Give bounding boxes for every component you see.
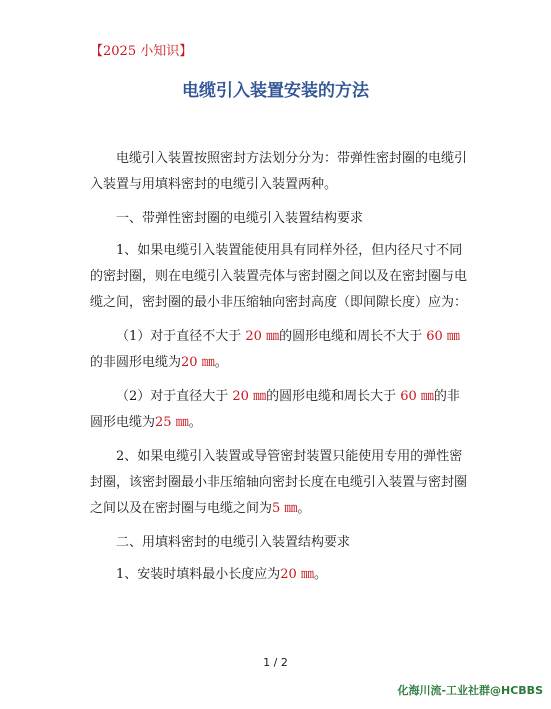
item-2-text-c: 的圆形电缆和周长大于: [266, 389, 401, 404]
paragraph-item-2: [90, 384, 470, 436]
page-number: 1 / 2: [263, 656, 288, 669]
filler-text-c: 。: [313, 567, 327, 582]
item-2-value-b: 20 ㎜: [232, 389, 267, 404]
paragraph-item-1: [90, 324, 470, 376]
paragraph-requirement-2: [90, 444, 470, 522]
item-2-text-e: 的非圆形电缆为: [90, 389, 460, 430]
item-1-text-c: 的圆形电缆和周长不大于: [279, 329, 427, 344]
document-body: [90, 146, 470, 596]
watermark: 化海川流-工业社群@HCBBS: [397, 684, 543, 697]
section-heading-1: 一、带弹性密封圈的电缆引入装置结构要求: [116, 211, 364, 226]
page-title: 电缆引入装置安装的方法: [182, 81, 369, 101]
req-2-text-a: 2、如果电缆引入装置或导管密封装置只能使用专用的弹性密封圈，该密封圈最小非压缩轴向密封长度在电缆引入装置与密封圈之间以及在密封圈与电缆之间为: [90, 449, 468, 516]
header-tag: 【2025 小知识】: [90, 44, 193, 59]
paragraph-intro: 电缆引入装置按照密封方法划分分为：带弹性密封圈的电缆引入装置与用填料密封的电缆引入装置两种。: [90, 151, 468, 192]
item-1-text-e: 的非圆形电缆为: [90, 355, 182, 370]
item-1-text-a: （1）对于直径不大于: [116, 329, 246, 344]
item-2-value-f: 25 ㎜: [155, 415, 189, 430]
section-heading-2: 二、用填料密封的电缆引入装置结构要求: [116, 535, 351, 550]
req-2-value-b: 5 ㎜: [272, 501, 298, 516]
item-2-value-d: 60 ㎜: [400, 389, 434, 404]
item-2-text-g: 。: [188, 415, 202, 430]
filler-value-b: 20 ㎜: [280, 567, 314, 582]
item-2-text-a: （2）对于直径大于: [116, 389, 233, 404]
item-1-value-d: 60 ㎜: [426, 329, 460, 344]
item-1-value-b: 20 ㎜: [245, 329, 280, 344]
filler-text-a: 1、安装时填料最小长度应为: [116, 567, 281, 582]
paragraph-filler-length: [90, 562, 470, 588]
paragraph-requirement-1: 1、如果电缆引入装置能使用具有同样外径，但内径尺寸不同的密封圈，则在电缆引入装置壳体与密封圈之间以及在密封圈与电缆之间，密封圈的最小非压缩轴向密封高度（即间隙长度）应为：: [90, 243, 468, 310]
req-2-text-c: 。: [297, 501, 311, 516]
item-1-value-f: 20 ㎜: [181, 355, 215, 370]
item-1-text-g: 。: [214, 355, 228, 370]
